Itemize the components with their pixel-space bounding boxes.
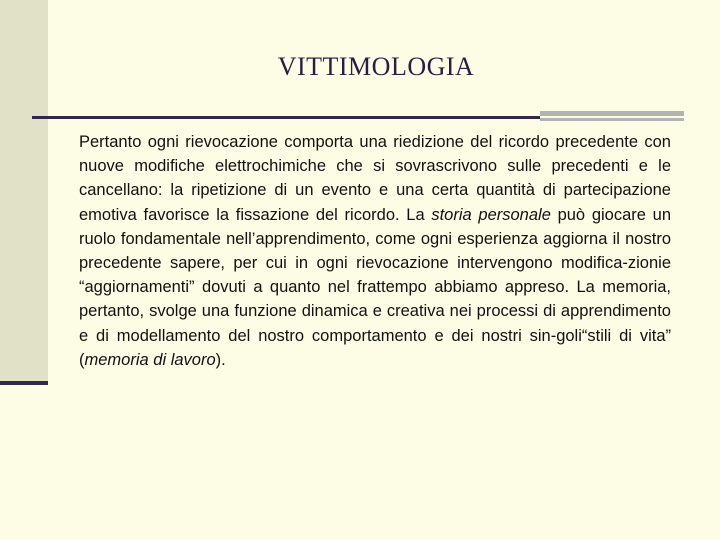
paragraph-text-2: può giocare un ruolo fondamentale nell’apprendimento, come ogni esperienza aggiorna il nostro precedente sapere, per cui in ogni rievocazione intervengono modifica-zionie “aggiornamenti” dovuti a quanto nel frattempo abbiamo appreso. La memoria, pertanto, svolge una funzione dinamica e creativa nei processi di apprendimento e di modellamento del nostro comportamento e dei nostri sin-goli“stili di vita” ( xyxy=(79,205,671,369)
title-underline xyxy=(32,116,540,119)
paragraph-text-1: Pertanto ogni rievocazione comporta una riedizione del ricordo precedente con nuove modifiche elettrochimiche che si sovrascrivono sulle precedenti e le cancellano: la ripetizione di un evento e una certa quantità di partecipazione emotiva favorisce la fissazione del ricordo. La xyxy=(79,133,671,224)
paragraph-text-3: ). xyxy=(215,350,226,369)
paragraph-italic-memoria-di-lavoro: memoria di lavoro xyxy=(84,350,216,369)
side-accent-line xyxy=(0,381,48,385)
title-rule-gray-top xyxy=(540,111,684,116)
slide-title: VITTIMOLOGIA xyxy=(277,52,475,81)
side-decoration-bar xyxy=(0,0,48,385)
title-rule-gray-bottom xyxy=(540,118,684,121)
paragraph-italic-storia-personale: storia personale xyxy=(431,205,551,224)
body-paragraph xyxy=(79,130,671,372)
